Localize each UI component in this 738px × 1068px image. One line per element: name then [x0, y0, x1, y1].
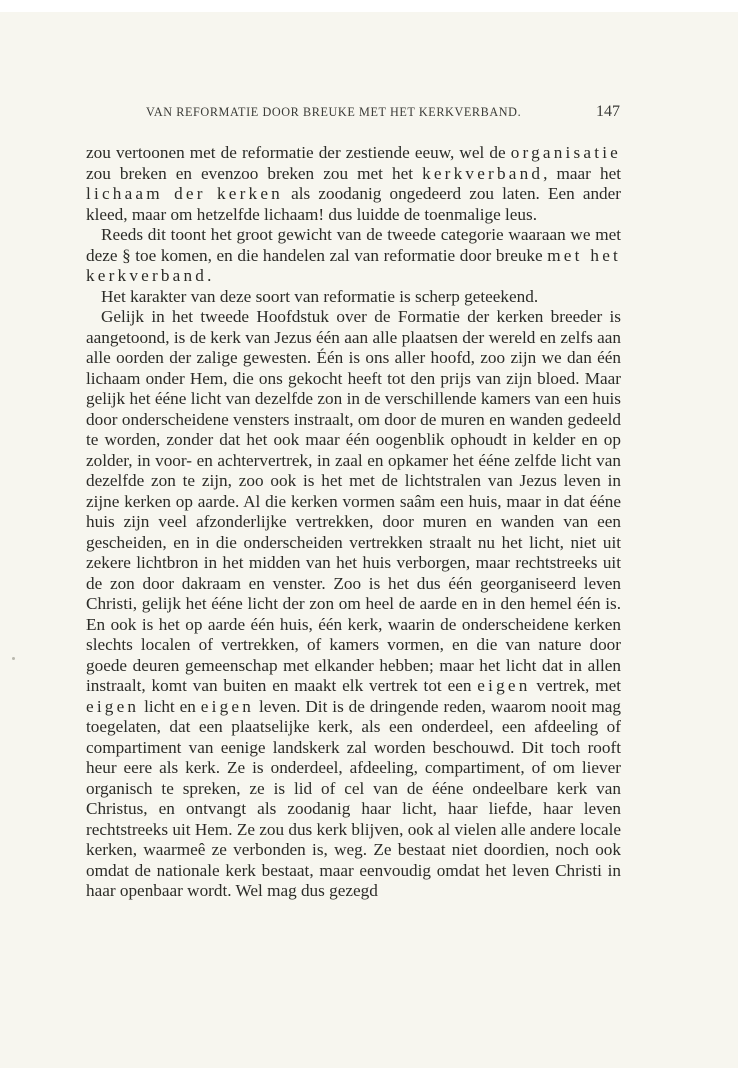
spaced-emphasis: eigen: [200, 696, 255, 716]
page-number: 147: [596, 103, 620, 120]
text-run: leven. Dit is de dringende reden, waarom nooit mag toegelaten, dat een plaatselijke kerk, als een onderdeel, een afdeeling of compartiment van eenige landskerk zal worden beschouwd. Dit toch rooft heur eere als kerk. Ze is onderdeel, afdeeling, compartiment, of om liever organisch te spreken, ze is lid of cel van de ééne ondeelbare kerk van Christus, en ontvangt als zoodanig haar licht, haar liefde, haar leven rechtstreeks uit Hem. Ze zou dus kerk blijven, ook al vielen alle andere locale kerken, waarmeê ze verbonden is, weg. Ze bestaat niet doordien, noch ook omdat de nationale kerk bestaat, maar eenvoudig omdat het leven Christi in haar openbaar wordt. Wel mag dus gezegd: [86, 696, 621, 900]
page-header: [146, 103, 620, 121]
spaced-emphasis: met het kerkverband: [86, 245, 621, 285]
text-run: , maar het: [543, 163, 621, 183]
paragraph-3: [86, 287, 621, 308]
scan-speck: [12, 657, 15, 660]
text-run: .: [207, 266, 212, 285]
text-run: als zoodanig ongedeerd zou laten. Een ander kleed, maar om hetzelfde lichaam! dus luidde de toenmalige leus.: [86, 184, 621, 224]
body-text: [86, 143, 621, 902]
spaced-emphasis: organisatie: [510, 143, 621, 162]
text-run: zou breken en evenzoo breken zou met het: [86, 163, 423, 183]
text-run: licht en: [139, 696, 201, 716]
spaced-emphasis: lichaam der kerken: [86, 184, 283, 203]
spaced-emphasis: eigen: [86, 696, 140, 716]
paragraph-2: [86, 225, 621, 287]
text-run: vertrek, met: [530, 676, 621, 695]
spaced-emphasis: eigen: [477, 676, 531, 695]
text-run: Gelijk in het tweede Hoofdstuk over de Formatie der kerken breeder is aangetoond, is de kerk van Jezus één aan alle plaatsen der wereld en zelfs aan alle oorden der zalige gewesten. Één is ons aller hoofd, zoo zijn we dan één lichaam onder Hem, die ons gekocht heeft tot den prijs van zijn bloed. Maar gelijk het ééne licht van dezelfde zon in de verschillende kamers van een huis door onderscheidene vensters instraalt, om door de muren en wanden gedeeld te worden, zonder dat het ook maar één oogenblik ophoudt in kelder en op zolder, in voor- en achtervertrek, in zaal en opkamer het ééne zelfde licht van dezelfde zon te zijn, zoo ook is het met de lichtstralen van Jezus leven in zijne kerken op aarde. Al die kerken vormen saâm een huis, maar in dat ééne huis zijn veel afzonderlijke vertrekken, door muren en wanden van een gescheiden, en in die onderscheiden vertrekken straalt nu het licht, niet uit zekere lichtbron in het midden van het huis verborgen, maar rechtstreeks uit de zon door dakraam en venster. Zoo is het dus één georganiseerd leven Christi, gelijk het ééne licht der zon om heel de aarde en in den hemel één is. En ook is het op aarde één huis, één kerk, waarin de onderscheidene kerken slechts localen of vertrekken, of kamers vormen, en die van nature door goede deuren gemeenschap met elkander hebben; maar het licht dat in allen instraalt, komt van buiten en maakt elk vertrek tot een: [86, 307, 621, 695]
scan-top-margin: [0, 0, 738, 12]
text-run: Het karakter van deze soort van reformatie is scherp geteekend.: [101, 286, 539, 306]
text-run: Reeds dit toont het groot gewicht van de tweede categorie waaraan we met deze § toe komen, en die handelen zal van reformatie door breuke: [86, 225, 621, 265]
paragraph-4: [86, 307, 621, 902]
text-run: zou vertoonen met de reformatie der zestiende eeuw, wel de: [86, 143, 511, 162]
paragraph-1: [86, 143, 621, 225]
spaced-emphasis: kerkverband: [422, 163, 544, 183]
running-title: VAN REFORMATIE DOOR BREUKE MET HET KERKVERBAND.: [146, 105, 522, 119]
